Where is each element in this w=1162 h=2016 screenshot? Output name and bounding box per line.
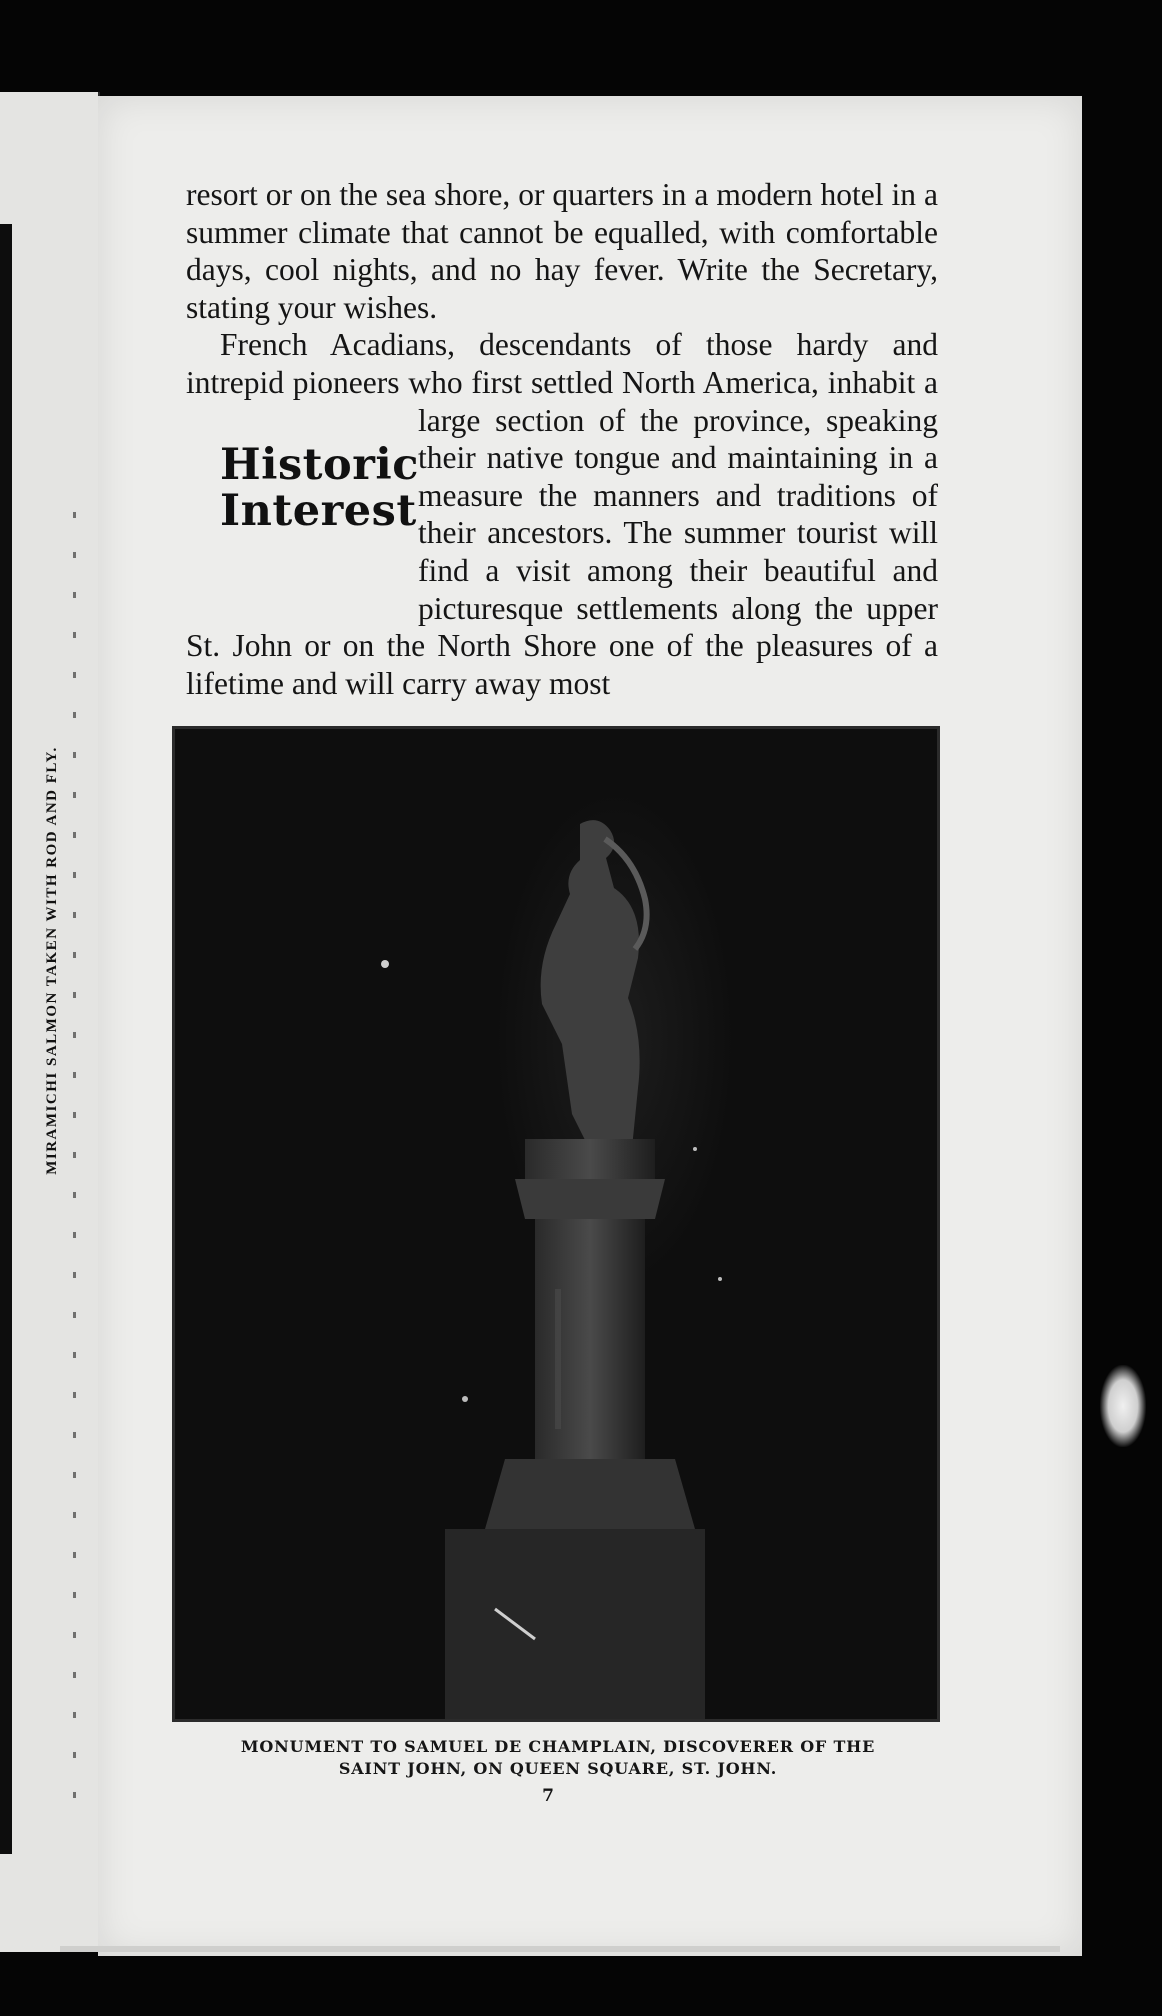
spine-caption: MIRAMICHI SALMON TAKEN WITH ROD AND FLY. <box>43 745 60 1175</box>
paragraph-1: resort or on the sea shore, or quarters in a modern hotel in a summer climate that cannot be equalled, with comfortable days, cool nights, and no hay fever. Write the Secretary, stating your wishes. <box>186 177 938 325</box>
statue-illustration <box>175 729 937 1719</box>
photo-caption <box>138 1736 978 1780</box>
spine-caption-box <box>32 680 72 1240</box>
monument-photo <box>172 726 940 1722</box>
paragraph-2 <box>186 326 938 702</box>
paragraph-2-text: French Acadians, descendants of those hardy and intrepid pioneers who first settled North America, inhabit a large section of the province, speaking their native tongue and maintaining in a measure the manners and traditions of their ancestors. The summer tourist will find a visit among their beautiful and picturesque settlements along the upper St. John or on the North Shore one of the pleasures of a lifetime and will carry away most <box>186 327 938 701</box>
body-text <box>186 176 938 702</box>
caption-line-1: MONUMENT TO SAMUEL DE CHAMPLAIN, DISCOVERER OF THE <box>240 1737 876 1756</box>
page-number: 7 <box>542 1786 554 1806</box>
spine-binding-marks <box>73 512 76 1812</box>
caption-line-2: SAINT JOHN, ON QUEEN SQUARE, ST. JOHN. <box>338 1759 778 1778</box>
page-bottom-edge <box>60 1946 1060 1952</box>
book-page <box>98 96 1082 1956</box>
scan-blot <box>1100 1365 1146 1447</box>
left-page-border <box>0 224 12 1854</box>
sidehead-line-2: Interest <box>220 486 417 537</box>
sidehead-line-1: Historic <box>220 440 419 491</box>
sidehead-historic-interest <box>186 442 418 597</box>
